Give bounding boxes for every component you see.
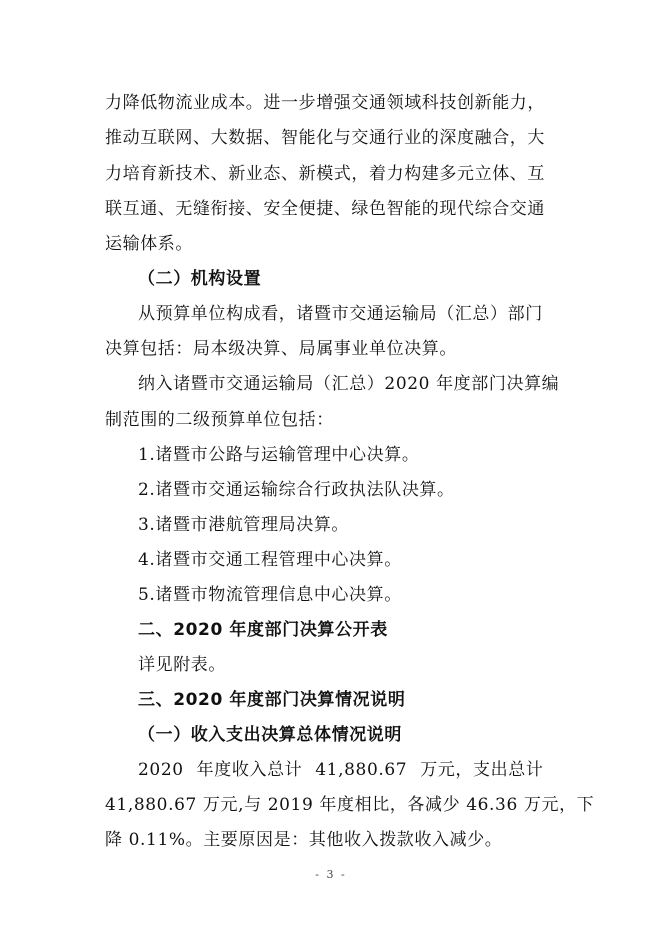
body-line-2: 推动互联网、大数据、智能化与交通行业的深度融合，大 (105, 128, 545, 148)
list-item-5: 5.诸暨市物流管理信息中心决算。 (138, 585, 402, 605)
body-line-21: 41,880.67 万元,与 2019 年度相比，各减少 46.36 万元，下 (105, 795, 595, 815)
body-line-7: 从预算单位构成看，诸暨市交通运输局（汇总）部门 (138, 304, 543, 324)
section-heading-organization: （二）机构设置 (138, 269, 262, 289)
heading-public-tables: 二、2020 年度部门决算公开表 (138, 620, 388, 640)
body-line-22: 降 0.11%。主要原因是：其他收入拨款收入减少。 (105, 830, 503, 850)
body-line-10: 制范围的二级预算单位包括： (105, 410, 334, 430)
list-item-2: 2.诸暨市交通运输综合行政执法队决算。 (138, 480, 455, 500)
body-line-4: 联互通、无缝衔接、安全便捷、绿色智能的现代综合交通 (105, 199, 545, 219)
heading-explanation: 三、2020 年度部门决算情况说明 (138, 690, 406, 710)
body-line-3: 力培育新技术、新业态、新模式，着力构建多元立体、互 (105, 164, 545, 184)
body-line-1: 力降低物流业成本。进一步增强交通领域科技创新能力， (105, 93, 545, 113)
body-line-17: 详见附表。 (138, 655, 226, 675)
list-item-1: 1.诸暨市公路与运输管理中心决算。 (138, 445, 420, 465)
body-line-9: 纳入诸暨市交通运输局（汇总）2020 年度部门决算编 (138, 374, 560, 394)
page-number: - 3 - (315, 868, 347, 881)
list-item-4: 4.诸暨市交通工程管理中心决算。 (138, 550, 402, 570)
body-line-20: 2020 年度收入总计 41,880.67 万元，支出总计 (138, 760, 544, 780)
list-item-3: 3.诸暨市港航管理局决算。 (138, 515, 350, 535)
body-line-5: 运输体系。 (105, 234, 193, 254)
section-heading-income-expense: （一）收入支出决算总体情况说明 (138, 725, 402, 745)
body-line-8: 决算包括：局本级决算、局属事业单位决算。 (105, 339, 457, 359)
